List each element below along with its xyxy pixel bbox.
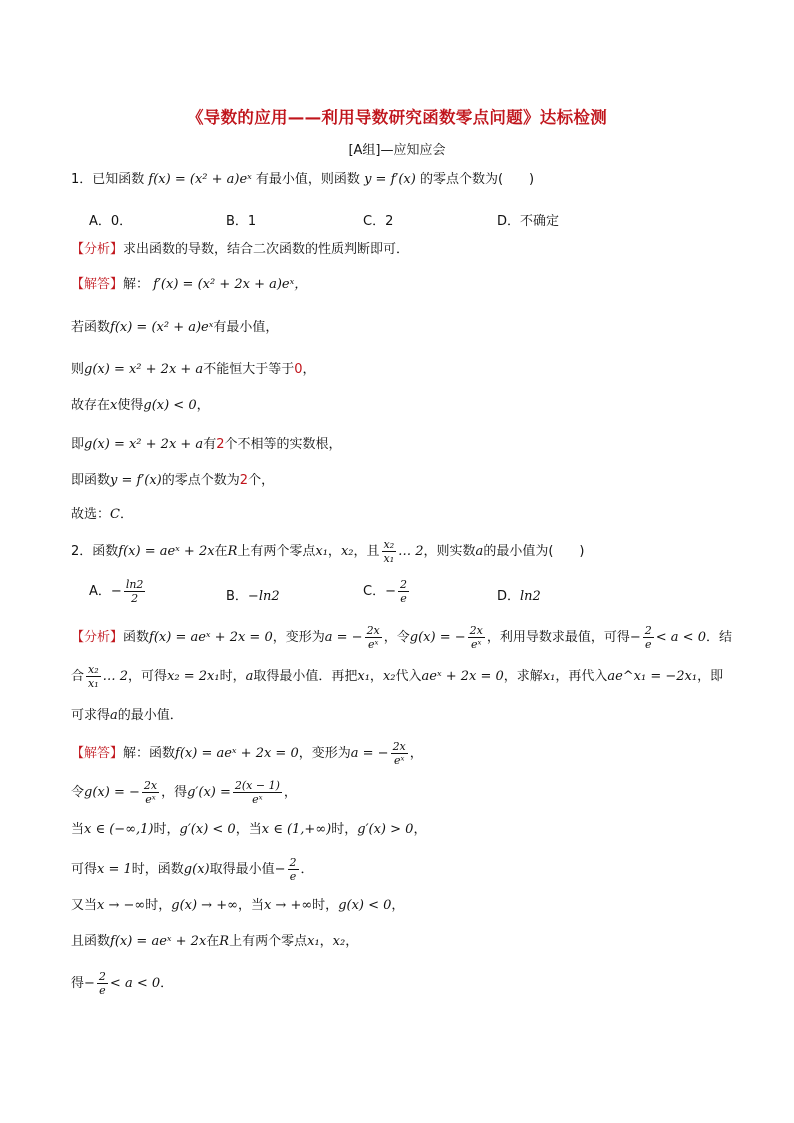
fraction-numerator: 2x (392, 740, 406, 753)
text: 时， (312, 898, 339, 913)
text: ，变形为 (298, 746, 351, 761)
q1-solution-line-1 (71, 275, 307, 295)
math: x ∈ (1,+∞) (261, 822, 332, 837)
text: ．结 (705, 630, 732, 645)
text: ， (327, 544, 341, 559)
q1-solution-line-6 (71, 471, 274, 491)
math: x (110, 398, 118, 413)
math: x = 1 (97, 862, 132, 877)
math: a (475, 544, 484, 559)
text: ，变形为 (272, 630, 325, 645)
text: 在 (214, 544, 228, 559)
math: −ln2 (247, 589, 280, 604)
text: 函数 (123, 630, 150, 645)
math: ae^x₁ = −2x₁ (607, 669, 698, 684)
fraction-denominator: 2 (131, 592, 139, 605)
fraction-numerator: ln2 (125, 578, 144, 591)
text: 不能恒大于等于 (203, 362, 295, 377)
fraction-denominator: e (645, 638, 652, 651)
text: ，利用导数求最值，可得 (486, 630, 630, 645)
text: ， (345, 934, 359, 949)
q1-option-a: A．0． (89, 214, 133, 229)
text: ， (409, 746, 423, 761)
text: ，当 (237, 898, 264, 913)
math: f(x) = aeˣ + 2x (118, 544, 215, 559)
math: R (227, 544, 238, 559)
math: y = f′(x) (110, 473, 162, 488)
text: 时， (145, 898, 172, 913)
text: ，再代入 (555, 669, 608, 684)
text: ，当 (235, 822, 262, 837)
text: 合 (71, 669, 85, 684)
q2-analysis-line-3 (71, 706, 183, 726)
option-label: C． (363, 584, 386, 599)
math: g(x) < 0 (338, 898, 392, 913)
text: 的零点个数为 (161, 473, 240, 488)
math: g(x) < 0 (143, 398, 197, 413)
q2-solution-line-5 (71, 896, 404, 916)
q2-analysis-line-2 (71, 663, 723, 690)
page-title: 《导数的应用——利用导数研究函数零点问题》达标检测 (187, 108, 607, 127)
math: g(x) = − (84, 785, 140, 800)
q1-solution-line-5 (71, 435, 342, 455)
text: ， (369, 669, 383, 684)
text: 有最小值， (213, 320, 279, 335)
text: 当 (71, 822, 85, 837)
text: 解：函数 (123, 746, 176, 761)
q2-option-a: A．− $\frac{\ln 2}{2}$ (89, 578, 144, 605)
option-label: D． (497, 589, 521, 604)
math: g′(x) = (187, 785, 231, 800)
q2-analysis-line-1 (71, 624, 732, 651)
solution-label: 【解答】 (71, 746, 124, 761)
q2-option-c: C．− $\frac{2}{e}$ (363, 578, 407, 605)
fraction-denominator: eˣ (145, 793, 156, 806)
text: 得 (71, 976, 85, 991)
fraction-numerator: 2x (143, 779, 158, 792)
text: 有 (203, 437, 217, 452)
text: 令 (71, 785, 85, 800)
math: x ∈ (−∞,1) (84, 822, 154, 837)
math: f(x) = aeˣ + 2x = 0 (149, 630, 273, 645)
fraction (97, 970, 108, 997)
math: g(x) = − (409, 630, 466, 645)
fraction-numerator: 2x (366, 624, 380, 637)
fraction (288, 856, 299, 883)
fraction-numerator: x₂ (88, 663, 99, 676)
text: 时， (331, 822, 358, 837)
fraction (365, 624, 382, 651)
math: f(x) = aeˣ + 2x (110, 934, 207, 949)
fraction-denominator: x₁ (383, 552, 395, 565)
text: 的零点个数为( ) (419, 172, 535, 187)
q2-solution-line-3 (71, 820, 426, 840)
math: a = − (350, 746, 389, 761)
math: x₂ (340, 544, 354, 559)
math: y = f′(x) (364, 172, 416, 187)
fraction (382, 538, 397, 565)
q2-solution-line-4 (71, 856, 314, 883)
math: ln2 (520, 589, 541, 604)
fraction-numerator: 2x (469, 624, 483, 637)
fraction-denominator: eˣ (252, 793, 263, 806)
fraction-numerator: 2 (98, 970, 106, 983)
section-subtitle: [A组]—应知应会 (348, 143, 446, 158)
fraction-denominator: eˣ (367, 638, 379, 651)
option-label: A． (89, 584, 111, 599)
q1-stem (71, 170, 534, 190)
text: 解： (123, 277, 150, 292)
text: 取得最小值 (209, 862, 275, 877)
text: ，求解 (503, 669, 543, 684)
text: 取得最小值．再把 (253, 669, 358, 684)
text: 时， (219, 669, 246, 684)
highlight-value: 0 (294, 362, 303, 377)
text: 即函数 (71, 473, 111, 488)
text: ， (283, 785, 297, 800)
math: x₁ (542, 669, 556, 684)
text: ， (391, 898, 405, 913)
math: g(x) → +∞ (171, 898, 238, 913)
text: ，得 (161, 785, 188, 800)
fraction-numerator: 2 (399, 578, 407, 591)
text: ， (196, 398, 210, 413)
text: ，令 (383, 630, 410, 645)
fraction-denominator: eˣ (393, 754, 405, 767)
math: aeˣ + 2x = 0 (421, 669, 504, 684)
q2-solution-line-6 (71, 932, 358, 952)
q1-solution-line-4 (71, 396, 210, 416)
text: 若函数 (71, 320, 111, 335)
text: 个， (248, 473, 275, 488)
fraction-denominator: x₁ (88, 677, 99, 690)
text: 故存在 (71, 398, 111, 413)
text: 1．已知函数 (71, 172, 145, 187)
math: g(x) = x² + 2x + a (84, 362, 204, 377)
fraction-denominator: e (99, 984, 106, 997)
fraction-numerator: 2 (289, 856, 297, 869)
q2-option-b (226, 585, 280, 604)
text: 又当 (71, 898, 98, 913)
math: − (274, 862, 286, 877)
text: 个不相等的实数根， (224, 437, 342, 452)
fraction-numerator: 2(x − 1) (234, 779, 280, 792)
analysis-label: 【分析】 (71, 630, 124, 645)
math: … 2 (102, 669, 129, 684)
math: − (84, 976, 95, 991)
q1-solution-line-7 (71, 505, 133, 525)
text: ． (160, 976, 174, 991)
math: x → −∞ (97, 898, 146, 913)
fraction-denominator: e (400, 592, 407, 605)
q2-solution-line-2 (71, 779, 297, 806)
text: ，即 (697, 669, 724, 684)
highlight-value: 2 (239, 473, 249, 488)
text: 代入 (395, 669, 422, 684)
option-label: B． (226, 589, 248, 604)
text: ． (119, 507, 133, 522)
math: a = − (324, 630, 363, 645)
q1-solution-line-2 (71, 318, 278, 338)
q1-option-c: C．2 (363, 214, 394, 229)
math: x₂ (332, 934, 346, 949)
math: g′(x) > 0 (357, 822, 414, 837)
text: 求出函数的导数，结合二次函数的性质判断即可． (123, 242, 410, 257)
math: g(x) (183, 862, 210, 877)
fraction (398, 578, 409, 605)
q1-option-d: D．不确定 (497, 214, 560, 229)
q1-analysis (71, 240, 409, 260)
text: ， (302, 362, 316, 377)
math: a (110, 708, 118, 723)
text: 可求得 (71, 708, 111, 723)
text: 上有两个零点 (237, 544, 316, 559)
math: < a < 0 (655, 630, 706, 645)
text: 2．函数 (71, 544, 119, 559)
text: ， (413, 822, 427, 837)
text: ，则实数 (423, 544, 476, 559)
math: g′(x) < 0 (179, 822, 236, 837)
math: x → +∞ (263, 898, 313, 913)
math: − (629, 630, 641, 645)
text: 即 (71, 437, 85, 452)
math: x₁ (357, 669, 370, 684)
text: ， (319, 934, 333, 949)
text: 时，函数 (131, 862, 184, 877)
q2-solution-line-1 (71, 740, 423, 767)
text: 时， (153, 822, 180, 837)
text: ，且 (353, 544, 380, 559)
math: f′(x) = (x² + 2x + a)eˣ， (153, 277, 308, 292)
q2-stem (71, 538, 584, 565)
fraction (86, 663, 101, 690)
fraction (391, 740, 408, 767)
analysis-label: 【分析】 (71, 242, 124, 257)
q1-solution-line-3 (71, 360, 316, 380)
q1-option-b: B．1 (226, 214, 257, 229)
math: x₁ (307, 934, 320, 949)
math: x₁ (315, 544, 328, 559)
fraction-denominator: e (289, 870, 297, 883)
text: 在 (206, 934, 220, 949)
math: a (245, 669, 254, 684)
fraction (233, 779, 282, 806)
math: x₂ = 2x₁ (167, 669, 220, 684)
math: g(x) = x² + 2x + a (84, 437, 204, 452)
text: 使得 (117, 398, 144, 413)
text: 上有两个零点 (229, 934, 308, 949)
text: 的最小值为( ) (483, 544, 585, 559)
math: f(x) = aeˣ + 2x = 0 (175, 746, 299, 761)
text: 故选： (71, 507, 111, 522)
fraction (468, 624, 485, 651)
text: ，可得 (128, 669, 168, 684)
fraction (142, 779, 159, 806)
text: ． (300, 862, 314, 877)
math: f(x) = (x² + a)eˣ (110, 320, 214, 335)
math: f(x) = (x² + a)eˣ (148, 172, 252, 187)
text: 则 (71, 362, 85, 377)
highlight-value: 2 (216, 437, 225, 452)
q2-solution-line-7 (71, 970, 173, 997)
q2-option-d (497, 585, 541, 604)
text: 且函数 (71, 934, 111, 949)
math: … 2 (398, 544, 424, 559)
math: < a < 0 (109, 976, 161, 991)
text: 有最小值，则函数 (255, 172, 360, 187)
solution-label: 【解答】 (71, 277, 124, 292)
fraction-numerator: x₂ (383, 538, 395, 551)
text: 可得 (71, 862, 98, 877)
math: C (110, 507, 120, 522)
text: 的最小值． (117, 708, 183, 723)
math: R (219, 934, 230, 949)
math: x₂ (382, 669, 396, 684)
fraction (124, 578, 146, 605)
fraction (643, 624, 654, 651)
fraction-numerator: 2 (644, 624, 652, 637)
fraction-denominator: eˣ (471, 638, 482, 651)
